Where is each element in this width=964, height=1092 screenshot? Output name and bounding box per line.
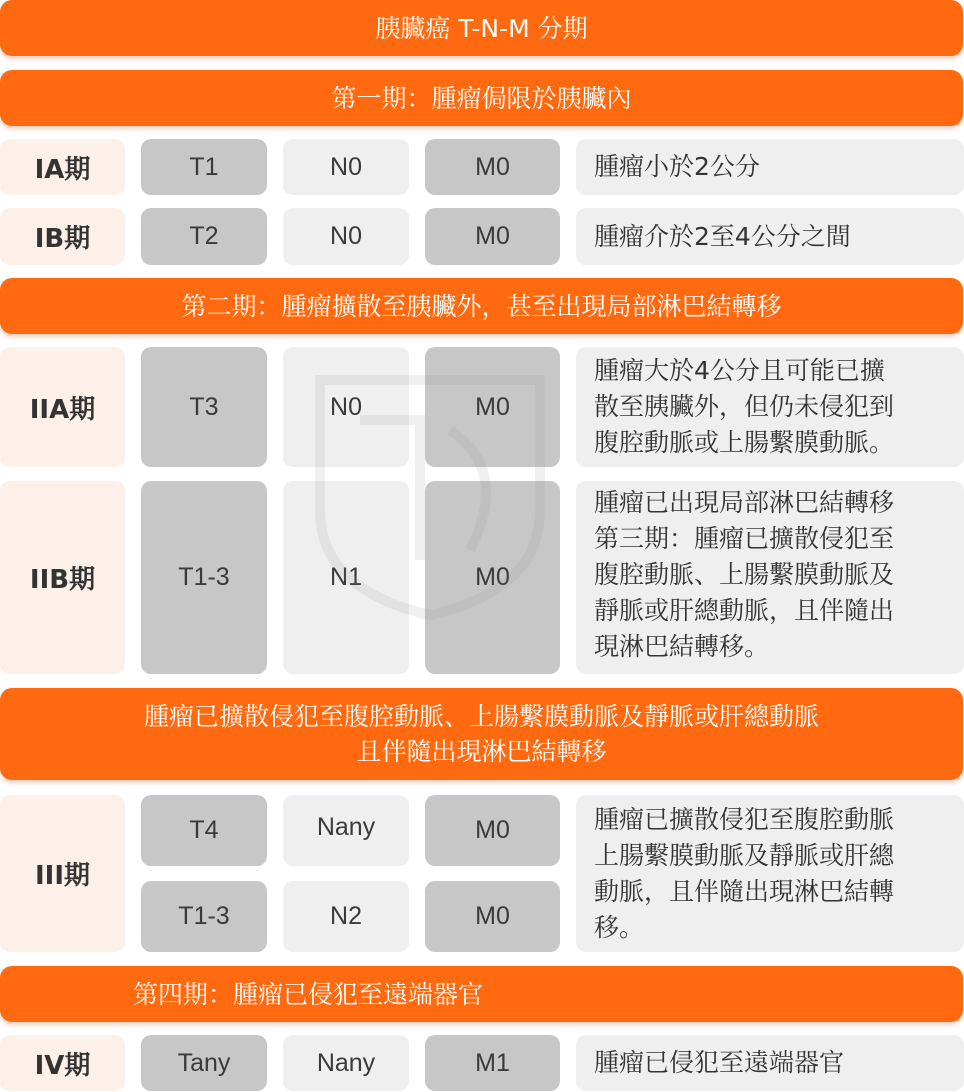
description-iib — [576, 481, 964, 674]
description-iib-lines — [594, 485, 894, 665]
t-value-iii-1: T4 — [141, 795, 267, 866]
t-value-iib: T1-3 — [141, 481, 267, 674]
description-line: 腹腔動脈或上腸繫膜動脈。 — [594, 428, 895, 457]
page-title — [0, 0, 963, 56]
description-iia-lines — [594, 353, 894, 461]
m-value-iii-2: M0 — [425, 881, 560, 952]
description-line: 腫瘤大於4公分且可能已擴 — [594, 356, 885, 385]
stage3-header — [0, 688, 963, 780]
t-value-iv: Tany — [141, 1035, 267, 1091]
stage-label-iib: IIB期 — [0, 481, 125, 674]
description-line: 散至胰臟外，但仍未侵犯到 — [594, 392, 895, 421]
stage1-header-text: 第一期：腫瘤侷限於胰臟內 — [331, 83, 632, 113]
description-line: 移。 — [594, 912, 645, 942]
stage3-header-text — [144, 699, 819, 769]
stage-label-ia: IA期 — [0, 139, 125, 195]
n-value-iv: Nany — [283, 1035, 409, 1091]
stage2-header — [0, 278, 963, 334]
m-value-iv: M1 — [425, 1035, 560, 1091]
description-line: 現淋巴結轉移。 — [594, 632, 770, 661]
description-ib — [576, 208, 964, 265]
description-iv-text: 腫瘤已侵犯至遠端器官 — [594, 1048, 845, 1077]
n-value-ia: N0 — [283, 139, 409, 195]
description-line: 第三期：腫瘤已擴散侵犯至 — [594, 524, 895, 553]
n-value-iia: N0 — [283, 347, 409, 467]
description-line: 靜脈或肝總動脈，且伴隨出 — [594, 596, 895, 625]
stage3-header-line: 腫瘤已擴散侵犯至腹腔動脈、上腸繫膜動脈及靜脈或肝總動脈 — [143, 702, 819, 731]
m-value-ib: M0 — [425, 208, 560, 265]
description-ia — [576, 139, 964, 195]
t-value-iia: T3 — [141, 347, 267, 467]
stage-label-ib: IB期 — [0, 208, 125, 265]
description-line: 腹腔動脈、上腸繫膜動脈及 — [594, 560, 895, 589]
stage1-header — [0, 70, 963, 126]
stage-label-iii: III期 — [0, 795, 125, 952]
description-line: 腫瘤已擴散侵犯至腹腔動脈 — [594, 804, 895, 834]
description-ib-text: 腫瘤介於2至4公分之間 — [594, 221, 851, 251]
description-iii — [576, 795, 964, 952]
t-value-ib: T2 — [141, 208, 267, 265]
n-value-iii-2: N2 — [283, 881, 409, 952]
m-value-iib: M0 — [425, 481, 560, 674]
n-value-iii-any: Nany — [283, 795, 409, 866]
description-ia-text: 腫瘤小於2公分 — [594, 152, 760, 181]
title-text: 胰臟癌 T-N-M 分期 — [375, 13, 588, 43]
stage-label-iv: IV期 — [0, 1035, 125, 1091]
stage-label-iia: IIA期 — [0, 347, 125, 467]
t-value-ia: T1 — [141, 139, 267, 195]
description-iv — [576, 1035, 964, 1091]
description-iia — [576, 347, 964, 467]
m-value-iia: M0 — [425, 347, 560, 467]
t-value-iii-2: T1-3 — [141, 881, 267, 952]
n-value-iib: N1 — [283, 481, 409, 674]
description-line: 動脈，且伴隨出現淋巴結轉 — [594, 876, 895, 906]
m-value-ia: M0 — [425, 139, 560, 195]
stage3-header-line: 且伴隨出現淋巴結轉移 — [356, 737, 607, 766]
m-value-iii-1: M0 — [425, 795, 560, 866]
stage4-header — [0, 966, 963, 1022]
description-iii-lines — [594, 802, 894, 946]
stage2-header-text: 第二期：腫瘤擴散至胰臟外，甚至出現局部淋巴結轉移 — [181, 291, 782, 321]
stage4-header-text: 第四期：腫瘤已侵犯至遠端器官 — [133, 979, 484, 1009]
n-value-ib: N0 — [283, 208, 409, 265]
description-line: 上腸繫膜動脈及靜脈或肝總 — [594, 840, 895, 870]
description-line: 腫瘤已出現局部淋巴結轉移 — [594, 488, 895, 517]
